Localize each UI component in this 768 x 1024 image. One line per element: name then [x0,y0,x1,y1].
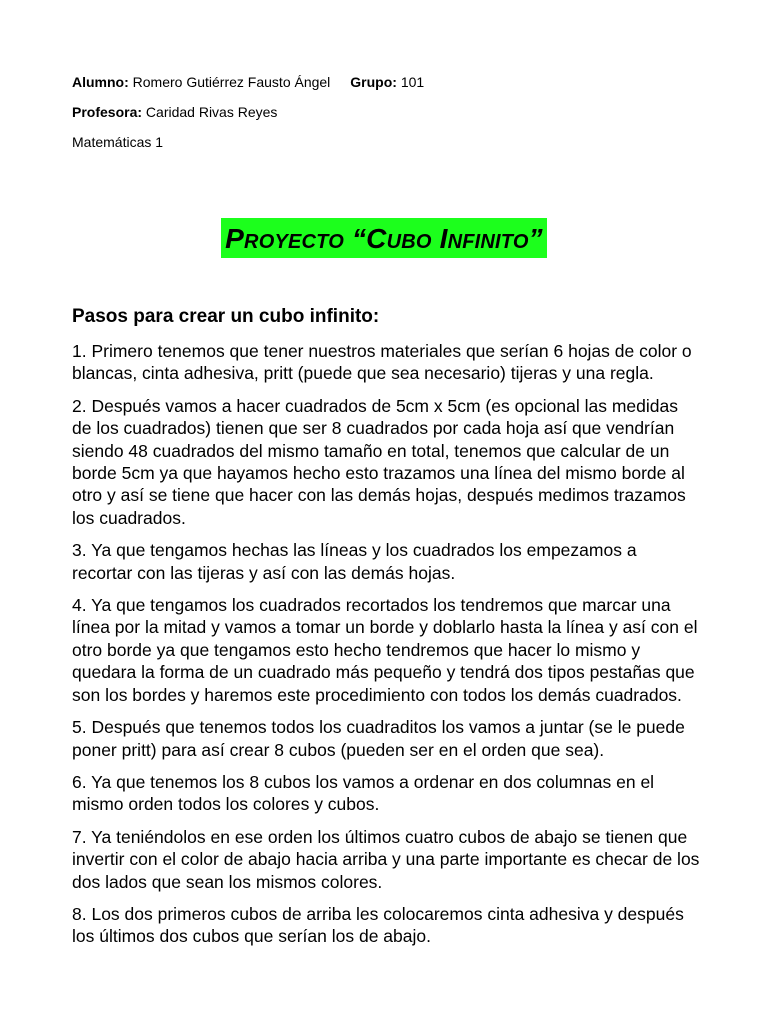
grupo-label: Grupo: [350,74,397,90]
profesora-value: Caridad Rivas Reyes [142,104,278,120]
group-info [350,74,424,90]
profesora-label: Profesora: [72,104,143,120]
teacher-info-line [72,103,277,121]
step-paragraph: 5. Después que tenemos todos los cuadraditos los vamos a juntar (se le puede poner pritt) para así crear 8 cubos (pueden ser en el orden que sea). [72,717,685,760]
steps-list [72,340,700,958]
title-container [0,218,768,258]
alumno-label: Alumno: [72,74,129,90]
subject-line: Matemáticas 1 [72,134,164,150]
step-paragraph: 1. Primero tenemos que tener nuestros materiales que serían 6 hojas de color o blancas, cinta adhesiva, pritt (puede que sea necesario) tijeras y una regla. [72,341,692,384]
document-title: Proyecto “Cubo Infinito” [221,218,547,258]
step-paragraph: 7. Ya teniéndolos en ese orden los últimos cuatro cubos de abajo se tienen que invertir con el color de abajo hacia arriba y una parte importante es checar de los dos lados que sean los mismos colores. [72,826,700,892]
step-paragraph: 2. Después vamos a hacer cuadrados de 5cm x 5cm (es opcional las medidas de los cuadrados) tienen que ser 8 cuadrados por cada hoja así que vendrían siendo 48 cuadrados del mismo tamaño en total, tenemos que calcular de un borde 5cm ya que hayamos hecho esto trazamos una línea del mismo borde al otro y así se tiene que hacer con las demás hojas, después medimos trazamos los cuadrados. [72,395,686,528]
step-paragraph: 4. Ya que tengamos los cuadrados recortados los tendremos que marcar una línea por la mitad y vamos a tomar un borde y doblarlo hasta la línea y así con el otro borde ya que tengamos esto hecho tendremos que hacer lo mismo y quedara la forma de un cuadrado más pequeño y tendrá dos tipos pestañas que son los bordes y haremos este procedimiento con todos los demás cuadrados. [72,595,698,705]
student-info-line [72,73,424,91]
step-paragraph: 3. Ya que tengamos hechas las líneas y los cuadrados los empezamos a recortar con las tijeras y así con las demás hojas. [72,540,637,583]
grupo-value: 101 [396,74,425,90]
step-paragraph: 8. Los dos primeros cubos de arriba les colocaremos cinta adhesiva y después los últimos dos cubos que serían los de abajo. [72,903,684,947]
alumno-value: Romero Gutiérrez Fausto Ángel [128,74,331,90]
step-paragraph: 6. Ya que tenemos los 8 cubos los vamos a ordenar en dos columnas en el mismo orden todos los colores y cubos. [72,771,655,815]
section-heading: Pasos para crear un cubo infinito: [72,306,380,327]
